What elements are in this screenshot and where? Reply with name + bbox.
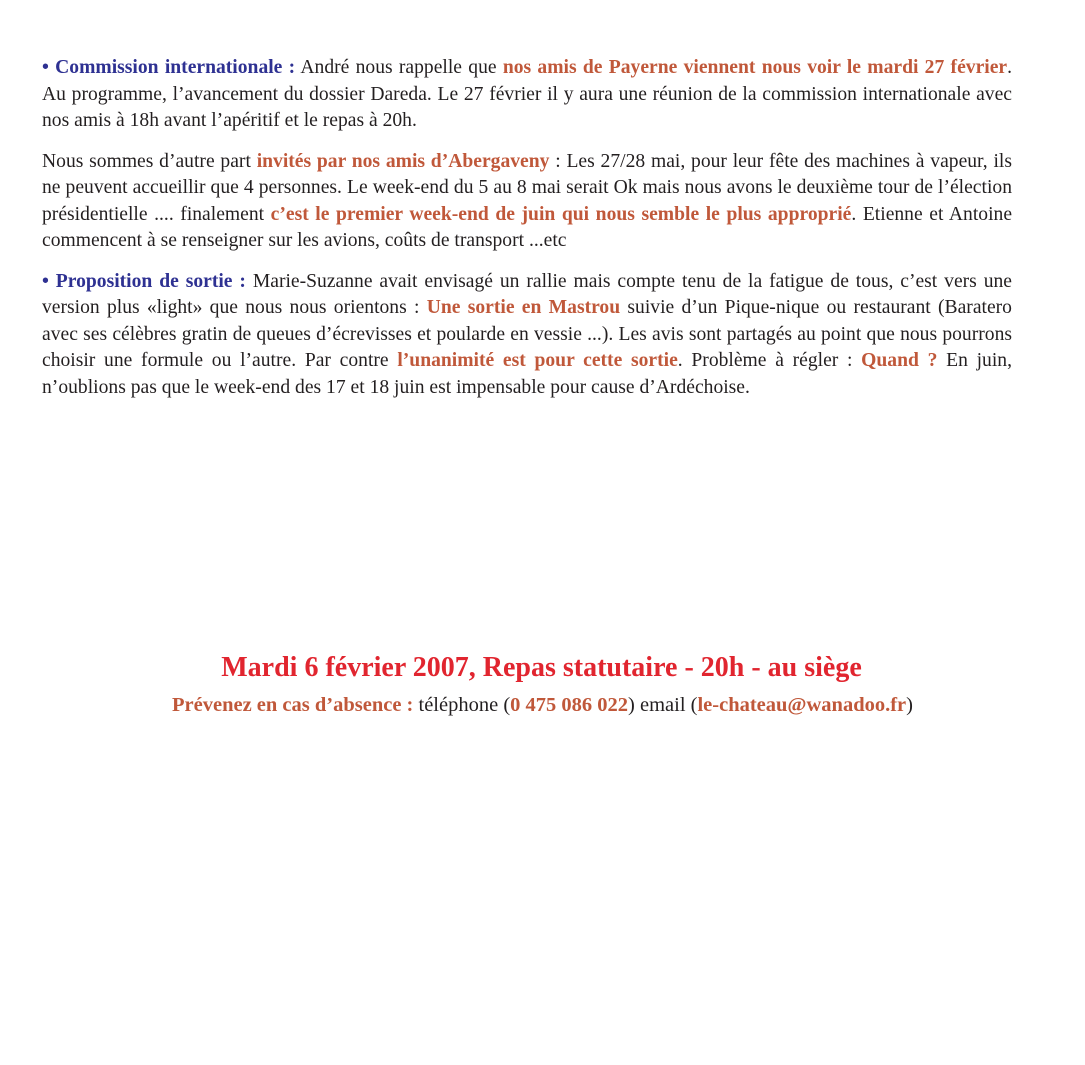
- email-suffix: ): [906, 694, 913, 716]
- text: . Problème à régler :: [677, 350, 862, 371]
- paragraph-sortie: [42, 269, 1012, 402]
- contact-line: [0, 688, 1085, 722]
- paragraph-commission: [42, 55, 1012, 135]
- article-body: [42, 55, 1012, 415]
- heading-sortie: • Proposition de sortie :: [42, 270, 246, 292]
- highlight-mastrou: Une sortie en Mastrou: [426, 297, 621, 318]
- highlight-quand: Quand ?: [861, 350, 938, 371]
- highlight-unanimite: l’unanimité est pour cette sortie: [397, 350, 678, 371]
- phone-number: 0 475 086 022: [510, 694, 629, 716]
- text: : Les 27/28 mai, pour leur fête des machines à vapeur, ils ne peuvent accueillir que 4 personnes. Le week-end du 5 au 8 mai serait Ok mais nous avons le deuxième tour de l’élection présidentielle .... finalement: [42, 150, 1012, 225]
- footer-announcement: [0, 648, 1085, 722]
- email-address[interactable]: le-chateau@wanadoo.fr: [697, 694, 907, 716]
- text: . Au programme, l’avancement du dossier Dareda. Le 27 février il y aura une réunion de la commission internationale avec nos amis à 18h avant l’apéritif et le repas à 20h.: [42, 57, 1013, 131]
- text: Nous sommes d’autre part: [42, 150, 257, 172]
- paragraph-abergaveny: [42, 149, 1012, 255]
- heading-commission: • Commission internationale :: [42, 57, 296, 78]
- text: André nous rappelle que: [295, 57, 503, 78]
- phone-prefix: téléphone (: [413, 694, 511, 716]
- notice-label: Prévenez en cas d’absence :: [172, 694, 414, 716]
- text: En juin, n’oublions pas que le week-end des 17 et 18 juin est impensable pour cause d’Ardéchoise.: [42, 350, 1012, 398]
- highlight-juin: c’est le premier week-end de juin qui nous semble le plus approprié: [270, 203, 852, 225]
- event-headline: Mardi 6 février 2007, Repas statutaire - 20h - au siège: [221, 652, 862, 683]
- text: . Etienne et Antoine commencent à se renseigner sur les avions, coûts de transport ...etc: [42, 203, 1013, 251]
- text: Marie-Suzanne avait envisagé un rallie mais compte tenu de la fatigue de tous, c’est vers une version plus «light» que nous nous orientons :: [42, 270, 1012, 318]
- text: suivie d’un Pique-nique ou restaurant (Baratero avec ses célèbres gratin de queues d’écrevisses et poularde en vessie ...). Les avis sont partagés au point que nous pourrons choisir une formule ou l’autre. Par contre: [42, 297, 1012, 371]
- highlight-payerne: nos amis de Payerne viennent nous voir le mardi 27 février: [502, 57, 1008, 78]
- email-prefix: ) email (: [628, 694, 698, 716]
- highlight-abergaveny: invités par nos amis d’Abergaveny: [256, 150, 550, 172]
